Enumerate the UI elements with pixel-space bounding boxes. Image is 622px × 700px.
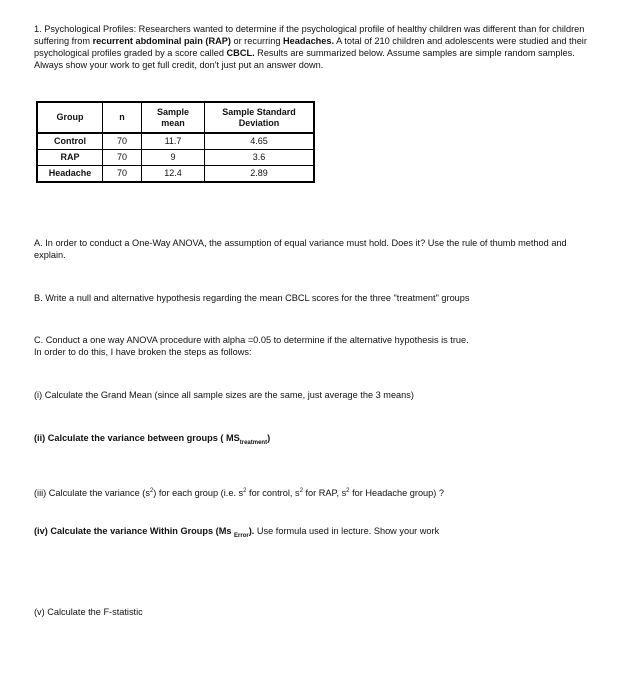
header-n: n — [103, 102, 142, 133]
question-c-line1: C. Conduct a one way ANOVA procedure with alpha =0.05 to determine if the alternative hypothesis is true. — [34, 335, 469, 345]
intro-text-2: or recurring — [230, 36, 283, 47]
question-ii — [34, 432, 594, 449]
squared-superscript: 2 — [299, 488, 303, 494]
question-iii-text-2: ) for each group (i.e. s — [153, 488, 244, 499]
question-iii-text-1: (iii) Calculate the variance (s — [34, 488, 150, 499]
intro-bold-headaches: Headaches. — [283, 36, 335, 47]
intro-text-4: Results are summarized below. Assume samples are simple random samples. — [254, 48, 575, 59]
cell-group: RAP — [37, 150, 103, 166]
question-iii-text-4: for RAP, s — [302, 488, 347, 499]
question-iv — [34, 525, 594, 542]
question-iv-text: (iv) Calculate the variance Within Groups (Ms — [34, 526, 235, 536]
cell-sd: 4.65 — [205, 133, 315, 150]
question-c — [34, 334, 594, 358]
question-iv-rest: Use formula used in lecture. Show your work — [254, 526, 440, 536]
header-mean-line1: Sample — [156, 106, 189, 117]
header-group: Group — [37, 102, 103, 133]
question-ii-text: (ii) Calculate the variance between groups ( MS — [34, 433, 240, 443]
intro-text-1: 1. Psychological Profiles: Researchers wanted to determine if the psychological profile of healthy children was different than for children suffering from — [34, 24, 585, 47]
question-v: (v) Calculate the F-statistic — [34, 607, 143, 617]
question-ii-close: ) — [267, 433, 271, 443]
table-row — [37, 150, 314, 166]
cell-sd: 3.6 — [205, 150, 315, 166]
cell-sd: 2.89 — [205, 166, 315, 183]
header-mean — [142, 102, 205, 133]
summary-table — [36, 101, 315, 183]
question-iv-subscript: Error — [234, 532, 249, 539]
question-iii — [34, 485, 594, 499]
question-a: A. In order to conduct a One-Way ANOVA, the assumption of equal variance must hold. Does it? Use the rule of thumb method and explain. — [34, 238, 567, 260]
question-i: (i) Calculate the Grand Mean (since all sample sizes are the same, just average the 3 means) — [34, 390, 414, 400]
squared-superscript: 2 — [346, 488, 350, 494]
cell-group: Headache — [37, 166, 103, 183]
table-row — [37, 166, 314, 183]
cell-mean: 9 — [142, 150, 205, 166]
header-sd-line2: Deviation — [238, 117, 280, 128]
squared-superscript: 2 — [243, 488, 247, 494]
cell-n: 70 — [103, 133, 142, 150]
question-b: B. Write a null and alternative hypothesis regarding the mean CBCL scores for the three "treatment" groups — [34, 293, 470, 303]
question-c-line2: In order to do this, I have broken the steps as follows: — [34, 347, 252, 357]
intro-bold-cbcl: CBCL. — [226, 48, 255, 59]
cell-group: Control — [37, 133, 103, 150]
table-row — [37, 133, 314, 150]
cell-mean: 11.7 — [142, 133, 205, 150]
cell-mean: 12.4 — [142, 166, 205, 183]
question-iii-text-5: for Headache group) ? — [349, 488, 445, 499]
intro-text-3: A total of 210 children and adolescents were studied and their psychological profiles graded by a score called — [34, 36, 587, 59]
table-header-row — [37, 102, 314, 133]
header-sd — [205, 102, 315, 133]
squared-superscript: 2 — [149, 488, 154, 494]
header-mean-line2: mean — [161, 117, 185, 128]
question-iii-text-3: for control, s — [246, 488, 300, 499]
cell-n: 70 — [103, 166, 142, 183]
intro-instruction: Always show your work to get full credit, don't just put an answer down. — [34, 60, 324, 71]
question-iv-close: ). — [248, 526, 255, 536]
cell-n: 70 — [103, 150, 142, 166]
header-sd-line1: Sample Standard — [222, 106, 296, 117]
problem-intro — [34, 23, 594, 71]
intro-bold-rap: recurrent abdominal pain (RAP) — [92, 36, 231, 47]
question-ii-subscript: treatment — [239, 439, 268, 446]
